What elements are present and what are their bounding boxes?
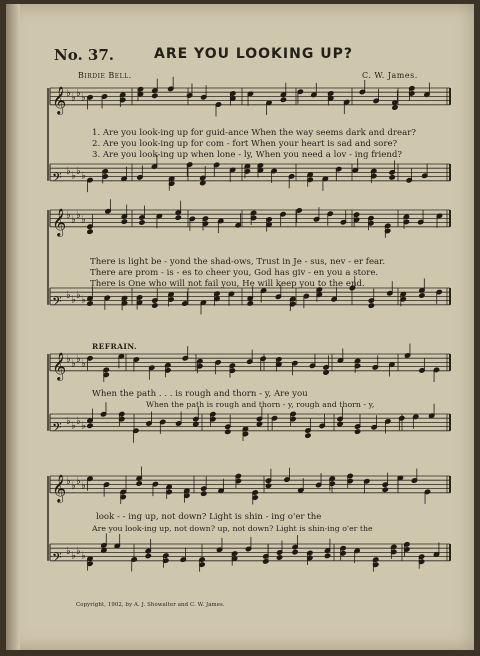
note-head xyxy=(292,549,298,554)
author-credit: Birdie Bell. xyxy=(78,71,132,80)
clef-glyph: ♭ xyxy=(81,358,86,370)
verse-line-3a: 3. Are you look-ing up when lone - ly, When you need a lov - ing friend? xyxy=(92,150,403,160)
note-head xyxy=(136,481,142,486)
note-head xyxy=(87,229,93,234)
clef-glyph: ♭ xyxy=(81,420,86,432)
verse-line-3b: There is One who will not fail you, He will keep you to the end. xyxy=(90,279,365,289)
clef-glyph: ♭ xyxy=(71,294,76,306)
clef-glyph: 𝄞 xyxy=(52,473,67,502)
clef-glyph: ♭ xyxy=(71,420,76,432)
clef-glyph: ♭ xyxy=(66,290,71,302)
verse-line-2b: There are prom - is - es to cheer you, God has giv - en you a store. xyxy=(90,268,379,278)
note-head xyxy=(201,491,207,496)
clef-glyph: ♭ xyxy=(76,210,81,222)
note-head xyxy=(389,175,395,180)
composer-credit: C. W. James. xyxy=(362,71,418,80)
clef-glyph: ♭ xyxy=(76,354,81,366)
refrain-label: REFRAIN. xyxy=(92,342,138,351)
clef-glyph: ♭ xyxy=(66,88,71,100)
note-head xyxy=(382,487,388,492)
clef-glyph: ♭ xyxy=(76,88,81,100)
refrain-line-2: look - - ing up, not down? Light is shin - ing o'er the xyxy=(96,512,322,522)
clef-glyph: ♭ xyxy=(66,210,71,222)
clef-glyph: 𝄢 xyxy=(52,293,62,312)
clef-glyph: ♭ xyxy=(76,416,81,428)
clef-glyph: ♭ xyxy=(66,476,71,488)
clef-glyph: ♭ xyxy=(76,166,81,178)
note-head xyxy=(152,303,158,308)
verse-line-2a: 2. Are you look-ing up for com - fort When your heart is sad and sore? xyxy=(92,139,398,149)
clef-glyph: ♭ xyxy=(71,550,76,562)
note-head xyxy=(225,429,231,434)
clef-glyph: ♭ xyxy=(71,92,76,104)
clef-glyph: ♭ xyxy=(66,354,71,366)
refrain-line-2-bass: Are you look-ing up, not down? up, not down? Light is shin-ing o'er the xyxy=(92,524,373,533)
note-head xyxy=(368,303,374,308)
clef-glyph: ♭ xyxy=(66,546,71,558)
note-head xyxy=(265,483,271,488)
note-head xyxy=(175,215,181,220)
clef-glyph: ♭ xyxy=(81,92,86,104)
clef-glyph: 𝄢 xyxy=(52,169,62,188)
note-head xyxy=(87,423,93,428)
clef-glyph: ♭ xyxy=(81,170,86,182)
clef-glyph: 𝄞 xyxy=(52,207,67,236)
note-head xyxy=(145,553,151,558)
clef-glyph: ♭ xyxy=(81,550,86,562)
note-head xyxy=(87,301,93,306)
note-head xyxy=(355,429,361,434)
note-head xyxy=(121,219,127,224)
clef-glyph: ♭ xyxy=(71,358,76,370)
clef-glyph: ♭ xyxy=(71,214,76,226)
note-head xyxy=(419,293,425,298)
verse-line-1a: 1. Are you look-ing up for guid-ance When the way seems dark and drear? xyxy=(92,128,416,138)
hymn-title: ARE YOU LOOKING UP? xyxy=(154,46,353,62)
clef-glyph: ♭ xyxy=(81,214,86,226)
clef-glyph: ♭ xyxy=(76,546,81,558)
clef-glyph: 𝄢 xyxy=(52,419,62,438)
music-notation xyxy=(6,4,474,650)
note-head xyxy=(324,553,330,558)
clef-glyph: ♭ xyxy=(66,166,71,178)
refrain-line-1-bass: When the path is rough and thorn - y, rough and thorn - y, xyxy=(146,400,375,409)
refrain-line-1: When the path . . . is rough and thorn - y, Are you xyxy=(92,389,308,399)
note-head xyxy=(276,555,282,560)
clef-glyph: ♭ xyxy=(81,294,86,306)
clef-glyph: ♭ xyxy=(66,416,71,428)
note-head xyxy=(139,220,145,225)
verse-line-1b: There is light be - yond the shad-ows, Trust in Je - sus, nev - er fear. xyxy=(90,257,386,267)
copyright-notice: Copyright, 1902, by A. J. Showalter and C. W. James. xyxy=(76,602,225,608)
note-head xyxy=(263,559,269,564)
note-head xyxy=(392,105,398,110)
clef-glyph: 𝄢 xyxy=(52,549,62,568)
clef-glyph: 𝄞 xyxy=(52,351,67,380)
note-head xyxy=(152,93,158,98)
note-head xyxy=(247,301,253,306)
clef-glyph: ♭ xyxy=(71,170,76,182)
clef-glyph: ♭ xyxy=(76,476,81,488)
clef-glyph: 𝄞 xyxy=(52,85,67,114)
clef-glyph: ♭ xyxy=(76,290,81,302)
clef-glyph: ♭ xyxy=(81,480,86,492)
hymn-number: No. 37. xyxy=(54,46,114,64)
hymn-page xyxy=(6,4,474,650)
note-head xyxy=(280,97,286,102)
clef-glyph: ♭ xyxy=(71,480,76,492)
note-head xyxy=(305,433,311,438)
